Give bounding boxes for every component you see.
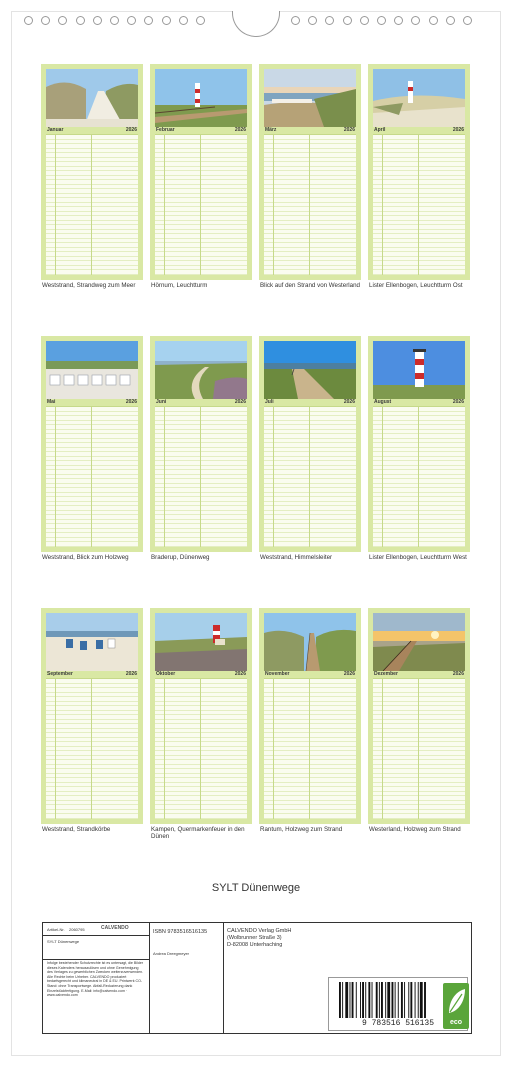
month-year: 2026 [125, 671, 137, 677]
binding-hole [429, 16, 438, 25]
month-header [155, 399, 247, 406]
month-header [373, 127, 465, 134]
planner-grid [373, 406, 465, 547]
month-photo [46, 69, 138, 127]
month-year: 2026 [452, 127, 464, 133]
month-name: Oktober [156, 671, 176, 677]
binding-hole [144, 16, 153, 25]
binding-hole [360, 16, 369, 25]
month-card [259, 608, 361, 824]
month-header [264, 399, 356, 406]
binding-hole [24, 16, 33, 25]
month-card [41, 336, 143, 552]
month-caption: Weststrand, Strandweg zum Meer [42, 282, 136, 289]
isbn: ISBN 9783516516135 [153, 929, 208, 935]
month-year: 2026 [125, 127, 137, 133]
binding-hole [93, 16, 102, 25]
month-name: August [374, 399, 392, 405]
binding-hole [291, 16, 300, 25]
binding-hole [162, 16, 171, 25]
binding-hole [179, 16, 188, 25]
month-card [259, 336, 361, 552]
binding-hole [377, 16, 386, 25]
binding-hole [343, 16, 352, 25]
divider [43, 959, 149, 960]
month-name: März [265, 127, 277, 133]
month-header [373, 399, 465, 406]
leaf-icon [443, 985, 469, 1017]
legal-notice: Infolge bestehender Schutzrechte ist es untersagt, die Bilder dieses Kalenders herauszulösen und ohne Genehmigung des Verlages zu gewerblichen Zwecken weiterzuverwenden. Alle Rechte beim Urheber. CALVENDO produziert bedarfsgerecht und klimaneutral in DE & EU. Printwerk CO-Stand: ohne Transportwege. Abfall-Reduzierung dank Einzelstückfertigung. E-Mail: info@calvendo.com · www.calvendo.com [47, 961, 144, 998]
month-name: Mai [47, 399, 56, 405]
binding-hole [411, 16, 420, 25]
author: Andrea Dreegmeyer [153, 951, 190, 956]
month-name: Februar [156, 127, 175, 133]
month-caption: Westerland, Holzweg zum Strand [369, 826, 461, 833]
article-number: 2060795 [69, 927, 85, 932]
month-caption: Braderup, Dünenweg [151, 554, 210, 561]
isbn-column [149, 923, 224, 1033]
month-photo [155, 613, 247, 671]
month-year: 2026 [452, 399, 464, 405]
month-card [368, 608, 470, 824]
binding-hole [76, 16, 85, 25]
month-year: 2026 [343, 127, 355, 133]
month-caption: Weststrand, Strandkörbe [42, 826, 111, 833]
publisher-line-1: CALVENDO Verlag GmbH [227, 928, 292, 934]
planner-grid [155, 678, 247, 819]
month-card [150, 64, 252, 280]
binding-hole [308, 16, 317, 25]
month-year: 2026 [452, 671, 464, 677]
planner-grid [373, 134, 465, 275]
month-photo [264, 341, 356, 399]
binding-hole [110, 16, 119, 25]
eco-label: eco [449, 1019, 463, 1026]
month-card [150, 608, 252, 824]
binding-hole [463, 16, 472, 25]
binding-hole [394, 16, 403, 25]
planner-grid [264, 406, 356, 547]
month-year: 2026 [234, 127, 246, 133]
binding-hole [58, 16, 67, 25]
divider [43, 935, 149, 936]
binding-hole [325, 16, 334, 25]
month-card [259, 64, 361, 280]
product-info-box [42, 922, 472, 1034]
barcode-digits: 9 783516 516135 [361, 1019, 434, 1028]
month-name: Dezember [374, 671, 398, 677]
month-caption: Weststrand, Blick zum Holzweg [42, 554, 129, 561]
month-card [368, 336, 470, 552]
eco-badge [443, 983, 469, 1029]
month-year: 2026 [234, 671, 246, 677]
month-header [155, 671, 247, 678]
month-header [46, 671, 138, 678]
month-photo [46, 341, 138, 399]
month-caption: Lister Ellenbogen, Leuchtturm Ost [369, 282, 463, 289]
article-column [43, 923, 150, 1033]
month-caption: Kampen, Quermarkenfeuer in den Dünen [151, 826, 245, 840]
month-header [46, 399, 138, 406]
publisher-line-3: D-82008 Unterhaching [227, 942, 283, 948]
planner-grid [264, 678, 356, 819]
month-name: Juni [156, 399, 167, 405]
month-card [41, 608, 143, 824]
month-caption: Lister Ellenbogen, Leuchtturm West [369, 554, 467, 561]
month-photo [373, 69, 465, 127]
month-photo [264, 613, 356, 671]
month-photo [46, 613, 138, 671]
month-card [41, 64, 143, 280]
planner-grid [155, 134, 247, 275]
month-name: Januar [47, 127, 64, 133]
month-year: 2026 [125, 399, 137, 405]
month-year: 2026 [234, 399, 246, 405]
binding-hole [196, 16, 205, 25]
planner-grid [264, 134, 356, 275]
binding-hole [446, 16, 455, 25]
binding-hole [41, 16, 50, 25]
month-header [46, 127, 138, 134]
month-caption: Weststrand, Himmelsleiter [260, 554, 333, 561]
month-name: April [374, 127, 386, 133]
month-header [373, 671, 465, 678]
month-header [264, 127, 356, 134]
month-name: November [265, 671, 290, 677]
planner-grid [46, 678, 138, 819]
month-caption: Hörnum, Leuchtturm [151, 282, 208, 289]
planner-grid [373, 678, 465, 819]
month-header [264, 671, 356, 678]
month-caption: Rantum, Holzweg zum Strand [260, 826, 343, 833]
month-caption: Blick auf den Strand von Westerland [260, 282, 360, 289]
product-name: SYLT Dünenwege [47, 939, 80, 944]
planner-grid [46, 134, 138, 275]
month-photo [155, 69, 247, 127]
planner-grid [155, 406, 247, 547]
month-photo [373, 341, 465, 399]
month-year: 2026 [343, 399, 355, 405]
month-year: 2026 [343, 671, 355, 677]
planner-grid [46, 406, 138, 547]
month-name: Juli [265, 399, 274, 405]
month-photo [155, 341, 247, 399]
calendar-title: SYLT Dünenwege [211, 882, 301, 894]
month-card [368, 64, 470, 280]
month-photo [373, 613, 465, 671]
calvendo-logo: CALVENDO [101, 925, 129, 931]
publisher-line-2: (Wolbrunner Straße 3) [227, 935, 282, 941]
article-label: Artikel-Nr. [47, 927, 65, 932]
month-card [150, 336, 252, 552]
month-header [155, 127, 247, 134]
month-name: September [47, 671, 73, 677]
binding-hole [127, 16, 136, 25]
month-photo [264, 69, 356, 127]
